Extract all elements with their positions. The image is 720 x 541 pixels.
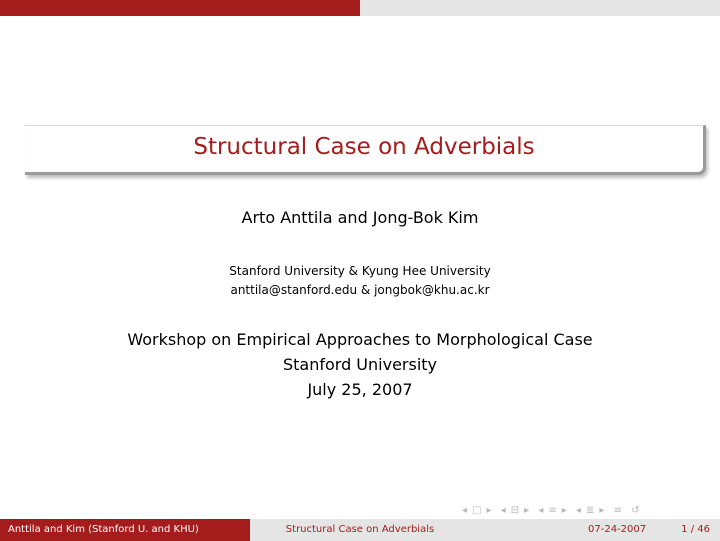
- footer: [0, 519, 720, 541]
- frame-icon[interactable]: □: [472, 505, 483, 516]
- footer-authors: Anttila and Kim (Stanford U. and KHU): [8, 524, 199, 535]
- affiliations: [0, 262, 720, 300]
- section-icon[interactable]: ≡: [548, 505, 558, 516]
- back-icon[interactable]: ≡: [613, 505, 624, 516]
- page-number: 1 / 46: [681, 524, 710, 535]
- subsection-icon[interactable]: ⊟: [510, 505, 521, 516]
- top-bar-remaining: [360, 0, 720, 16]
- search-icon[interactable]: ↺: [631, 505, 641, 516]
- event-info: [0, 327, 720, 402]
- doc-icon[interactable]: ≣: [586, 505, 596, 516]
- institutions: Stanford University & Kyung Hee University: [229, 264, 491, 278]
- footer-title-box: [250, 519, 470, 541]
- footer-authors-box: [0, 519, 250, 541]
- doc-next-icon[interactable]: ▸: [599, 505, 606, 516]
- authors: Arto Anttila and Jong-Bok Kim: [241, 208, 479, 227]
- top-bar-progress: [0, 0, 360, 16]
- slide-title: Structural Case on Adverbials: [193, 134, 535, 160]
- navigation-symbols: [462, 505, 645, 516]
- title-box: [25, 125, 706, 175]
- footer-date: 07-24-2007: [588, 524, 647, 535]
- emails: anttila@stanford.edu & jongbok@khu.ac.kr: [230, 283, 490, 297]
- footer-date-box: [470, 519, 720, 541]
- doc-prev-icon[interactable]: ◂: [575, 505, 583, 516]
- event-venue: Stanford University: [282, 355, 438, 374]
- footer-title: Structural Case on Adverbials: [285, 524, 435, 535]
- event-date: July 25, 2007: [307, 380, 413, 399]
- top-bar: [0, 0, 720, 16]
- section-prev-icon[interactable]: ◂: [538, 505, 545, 516]
- frame-prev-icon[interactable]: ◂: [462, 505, 469, 516]
- subsection-prev-icon[interactable]: ◂: [500, 505, 507, 516]
- section-next-icon[interactable]: ▸: [561, 505, 568, 516]
- subsection-next-icon[interactable]: ▸: [524, 505, 531, 516]
- event-name: Workshop on Empirical Approaches to Morphological Case: [127, 330, 593, 349]
- frame-next-icon[interactable]: ▸: [486, 505, 493, 516]
